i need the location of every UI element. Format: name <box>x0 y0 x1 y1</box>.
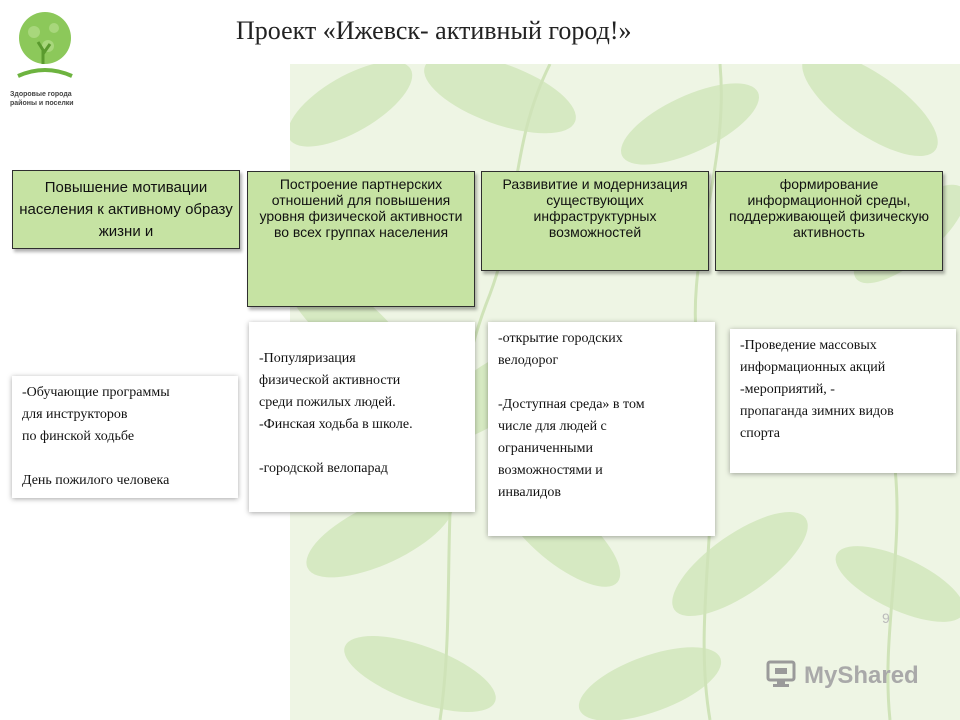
direction-box-information: формирование информационной среды, поддерживающей физическую активность <box>715 171 943 271</box>
activity-box-infrastructure: -открытие городских велодорог -Доступная среда» в том числе для людей с ограниченными возможностями и инвалидов <box>488 322 715 536</box>
direction-box-infrastructure: Развивитие и модернизация существующих инфраструктурных возможностей <box>481 171 709 271</box>
activity-box-information: -Проведение массовых информационных акций -мероприятий, - пропаганда зимних видов спорта <box>730 329 956 473</box>
page-number: 9 <box>882 610 890 626</box>
watermark-text: MyShared <box>804 662 919 689</box>
activity-box-motivation: -Обучающие программы для инструкторов по финской ходьбе День пожилого человека <box>12 376 238 498</box>
monitor-icon <box>766 659 798 694</box>
page-title: Проект «Ижевск- активный город!» <box>236 16 632 45</box>
logo-caption-line1: Здоровые города <box>10 91 72 98</box>
logo-caption <box>10 90 100 108</box>
logo-caption-line2: районы и поселки <box>10 100 74 107</box>
direction-box-motivation: Повышение мотивации населения к активному образу жизни и <box>12 170 240 249</box>
direction-box-partnership: Построение партнерских отношений для повышения уровня физической активности во всех группах населения <box>247 171 475 307</box>
activity-box-partnership: -Популяризация физической активности среди пожилых людей. -Финская ходьба в школе. -городской велопарад <box>249 322 475 512</box>
watermark <box>766 656 919 696</box>
